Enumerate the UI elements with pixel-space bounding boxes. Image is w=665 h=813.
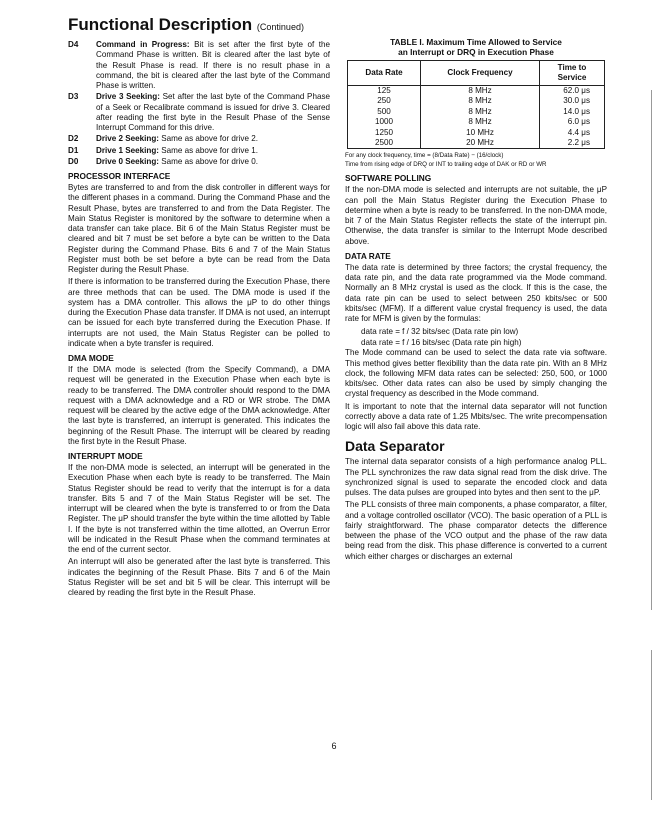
- table-title: [345, 37, 607, 57]
- table-cell: 8 MHz: [421, 107, 540, 117]
- heading-continued: (Continued): [256, 22, 304, 32]
- table-note: Time from rising edge of DRQ or INT to trailing edge of DAK or RD or WR: [345, 161, 547, 169]
- processor-interface-paragraph: If there is information to be transferred during the Execution Phase, there are three methods that can be used. The DMA mode is used if the system has a DMA controller. This allows the μP to do other things during the Execution Phase data transfer. If DMA is not used, an interrupt can be issued for each byte transferred during the Execution Phase. If interrupts are not used, the Main Status Register can be polled to indicate when a byte transfer is required.: [68, 277, 330, 348]
- column-header: Clock Frequency: [421, 61, 540, 86]
- bit-text: Set after the last byte of the Command Phase of a Seek or Recalibrate command is issued for drive 3. Cleared after reading the first byte in the Result Phase of the Sense Interrupt Command for this drive.: [96, 92, 331, 132]
- bit-text: Same as above for drive 1.: [161, 145, 258, 155]
- bit-description-d0: [68, 157, 330, 167]
- bit-name: Command in Progress:: [96, 40, 190, 49]
- table-cell: 1000: [348, 117, 421, 127]
- data-rate-paragraph: The data rate is determined by three factors; the crystal frequency, the data rate pin, and the data rate programmed via the Mode command. Normally an 8 MHz crystal is used as the clock. If this is the case, the data rate pin can be used to select between 250 kbits/sec or 500 kbits/sec (MFM). If a different value crystal frequency is used, the data rate for MFM is given by the formulas:: [345, 262, 607, 324]
- table-cell: 30.0 μs: [540, 96, 605, 106]
- left-column: [68, 15, 330, 600]
- software-polling-heading: SOFTWARE POLLING: [345, 173, 432, 184]
- table-row: [348, 128, 605, 138]
- table-cell: 14.0 μs: [540, 107, 605, 117]
- table-row: [348, 107, 605, 117]
- data-rate-formula: data rate = f / 16 bits/sec (Data rate pin high): [361, 338, 522, 348]
- table-row: [348, 138, 605, 149]
- interrupt-mode-heading: INTERRUPT MODE: [68, 451, 143, 461]
- table-row: [348, 86, 605, 97]
- column-header: Data Rate: [348, 61, 421, 86]
- data-rate-heading: DATA RATE: [345, 250, 391, 261]
- table-row: [348, 117, 605, 127]
- table-header-row: [348, 61, 605, 86]
- data-separator-paragraph: The internal data separator consists of a high performance analog PLL. The PLL synchronizes the raw data signal read from the disk drive. The synchronized signal is used to separate the encoded clock and data pulses. The data pulses are grouped into bytes and then sent to the μP.: [345, 457, 607, 498]
- bit-description-d2: [68, 134, 330, 144]
- table-row: [348, 96, 605, 106]
- processor-interface-paragraph: Bytes are transferred to and from the disk controller in different ways for the different phases in a command. During the Command Phase and the Result Phase, bytes are transferred to and from the Data Register. The Main Status Register is monitored by the software to determine when a data transfer can take place. Bit 6 of the Main Status Register must be cleared and bit 7 must be set before a byte can be written to the Data Register during the Command Phase. Bits 6 and 7 of the Main Status Register must both be set before a byte can be read from the Data Register during the Result Phase.: [68, 183, 330, 274]
- bit-text: Same as above for drive 2.: [161, 134, 258, 144]
- table-cell: 250: [348, 96, 421, 106]
- bit-tag: D3: [68, 92, 79, 102]
- table-cell: 8 MHz: [421, 86, 540, 97]
- table-note: For any clock frequency, time = (8/Data Rate) − (16/clock): [345, 152, 504, 160]
- bit-name: Drive 3 Seeking:: [96, 92, 160, 102]
- bit-tag: D4: [68, 40, 79, 49]
- table-cell: 2500: [348, 138, 421, 149]
- column-header: Time to Service: [540, 61, 605, 86]
- bit-tag: D0: [68, 156, 79, 166]
- bit-description-d4: [68, 40, 330, 91]
- dma-mode-heading: DMA MODE: [68, 353, 114, 363]
- table-title-line: TABLE I. Maximum Time Allowed to Service: [390, 37, 562, 47]
- service-time-table: [347, 60, 605, 149]
- bit-tag: D1: [68, 145, 79, 155]
- data-rate-paragraph: The Mode command can be used to select the data rate via software. This method gives better flexibility than the data rate pin. With an 8 MHz clock, the following MFM data rates can be selected: 250, 500, or 1000 kbits/sec. Other data rates can also be used by simply changing the crystal frequency as described in the Mode command.: [345, 348, 607, 399]
- software-polling-paragraph: If the non-DMA mode is selected and interrupts are not suitable, the μP can poll the Main Status Register during the Execution Phase to determine when a byte is ready to be transferred. In the non-DMA mode, bit 7 of the Main Status Register reflects the state of the interrupt pin. Otherwise, the data transfer is similar to the Interrupt Mode described above.: [345, 185, 607, 246]
- table-cell: 10 MHz: [421, 128, 540, 138]
- bit-tag: D2: [68, 134, 79, 144]
- data-rate-formula: data rate = f / 32 bits/sec (Data rate pin low): [361, 327, 519, 337]
- table-cell: 6.0 μs: [540, 117, 605, 127]
- table-cell: 1250: [348, 128, 421, 138]
- right-column: [345, 37, 607, 564]
- bit-name: Drive 1 Seeking:: [96, 145, 159, 155]
- bit-name: Drive 0 Seeking:: [96, 156, 159, 166]
- table-cell: 2.2 μs: [540, 138, 605, 149]
- data-separator-paragraph: The PLL consists of three main components, a phase comparator, a filter, and a voltage controlled oscillator (VCO). The basic operation of a PLL is fairly straightforward. The phase comparator detects the difference between the phase of the VCO output and the phase of the raw data being read from the disk. This phase difference is converted to a current which either charges or discharges an external: [345, 500, 607, 561]
- bit-description-d1: [68, 146, 330, 156]
- section-heading: [68, 15, 330, 37]
- data-separator-heading: Data Separator: [345, 438, 445, 455]
- heading-title: Functional Description: [68, 15, 253, 34]
- table-cell: 500: [348, 107, 421, 117]
- bit-text: Bit is set after the first byte of the Command Phase is written. Bit is cleared after the last byte of the Result Phase is read. If there is no result phase in a command, the bit is cleared after the last byte of the Command Phase is written.: [96, 40, 330, 90]
- table-title-line: an Interrupt or DRQ in Execution Phase: [398, 47, 554, 57]
- table-cell: 8 MHz: [421, 96, 540, 106]
- table-cell: 4.4 μs: [540, 128, 605, 138]
- processor-interface-heading: PROCESSOR INTERFACE: [68, 171, 171, 181]
- interrupt-mode-paragraph: If the non-DMA mode is selected, an interrupt will be generated in the Execution Phase when each byte is ready to be transferred. The Main Status Register should be read to verify that the interrupt is for a data transfer. Bits 5 and 7 of the Main Status Register will be set. The interrupt will be cleared when the byte is transferred to or from the Data Register. The μP should transfer the byte within the time allotted by Table I. If the byte is not transferred within the time allotted, an Overrun Error will be indicated in the Result Phase when the command terminates at the end of the current sector.: [68, 463, 330, 554]
- data-rate-paragraph: It is important to note that the internal data separator will not function correctly above a data rate of 1.25 Mbits/sec. The write precompensation logic will also fail above this data rate.: [345, 401, 607, 432]
- dma-mode-paragraph: If the DMA mode is selected (from the Specify Command), a DMA request will be generated in the Execution Phase when each byte is ready to be transferred. The DMA controller should respond to the DMA request with a DMA acknowledge and a RD or WR strobe. The DMA request will be cleared by the active edge of the DMA acknowledge. After the last byte is transferred, an interrupt is generated. This indicates the beginning of the Result Phase. The interrupt will be cleared by reading the first byte in the Result Phase.: [68, 365, 330, 446]
- table-cell: 8 MHz: [421, 117, 540, 127]
- table-cell: 20 MHz: [421, 138, 540, 149]
- table-cell: 125: [348, 86, 421, 97]
- margin-line: [651, 650, 652, 800]
- table-cell: 62.0 μs: [540, 86, 605, 97]
- margin-line: [651, 90, 652, 610]
- interrupt-mode-paragraph: An interrupt will also be generated after the last byte is transferred. This indicates the beginning of the Result Phase. Bits 7 and 6 of the Main Status Register will be set and bit 5 will be clear. This interrupt will be cleared by reading the first byte in the Result Phase.: [68, 557, 330, 597]
- page-number: 6: [331, 741, 337, 751]
- bit-name: Drive 2 Seeking:: [96, 134, 159, 144]
- bit-description-d3: [68, 92, 330, 133]
- bit-text: Same as above for drive 0.: [161, 156, 258, 166]
